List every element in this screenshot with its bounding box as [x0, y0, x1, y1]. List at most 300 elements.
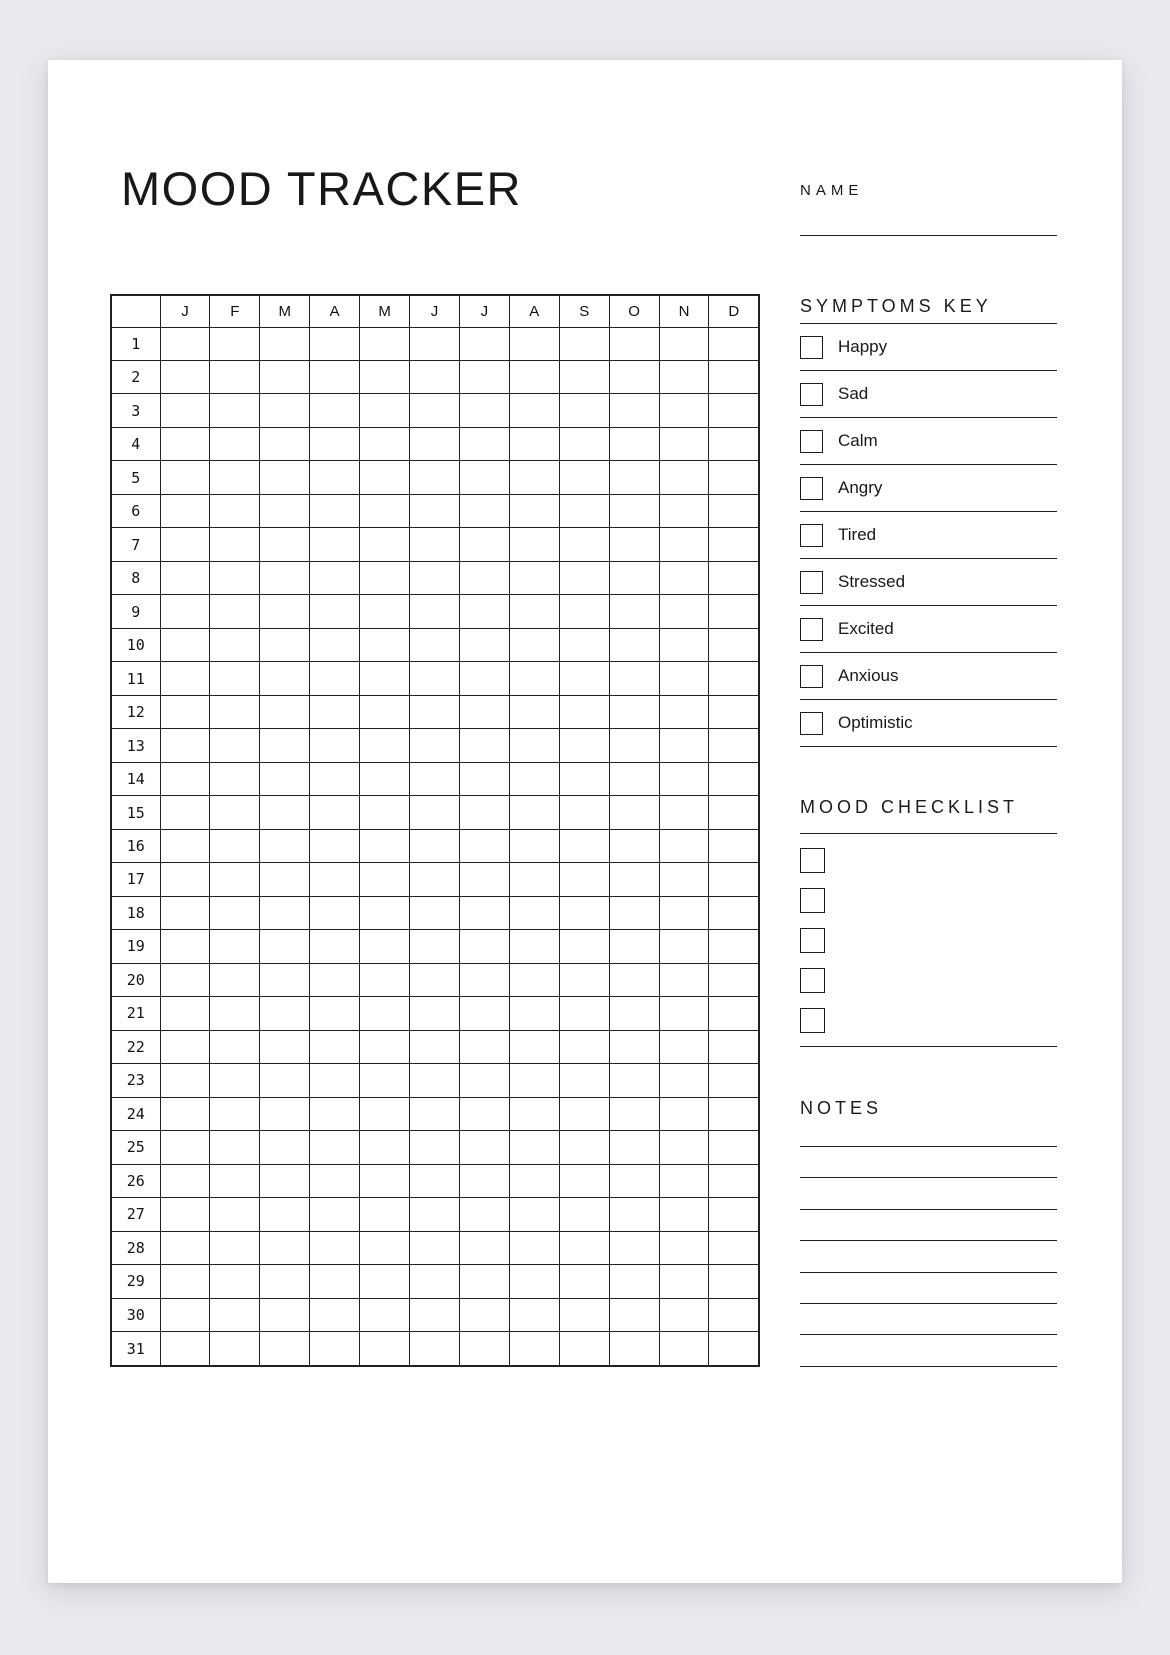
mood-cell[interactable]: [160, 1030, 210, 1063]
mood-cell[interactable]: [160, 1164, 210, 1197]
mood-cell[interactable]: [609, 595, 659, 628]
mood-cell[interactable]: [160, 997, 210, 1030]
mood-cell[interactable]: [410, 327, 460, 360]
mood-cell[interactable]: [459, 461, 509, 494]
mood-cell[interactable]: [160, 1332, 210, 1366]
mood-cell[interactable]: [260, 930, 310, 963]
mood-cell[interactable]: [260, 729, 310, 762]
mood-cell[interactable]: [609, 1265, 659, 1298]
mood-cell[interactable]: [559, 394, 609, 427]
mood-cell[interactable]: [509, 427, 559, 460]
mood-cell[interactable]: [609, 1231, 659, 1264]
mood-cell[interactable]: [709, 662, 759, 695]
mood-cell[interactable]: [509, 930, 559, 963]
mood-cell[interactable]: [360, 863, 410, 896]
mood-cell[interactable]: [410, 963, 460, 996]
mood-cell[interactable]: [260, 896, 310, 929]
mood-cell[interactable]: [410, 662, 460, 695]
mood-cell[interactable]: [410, 1064, 460, 1097]
mood-cell[interactable]: [459, 762, 509, 795]
mood-checkbox[interactable]: [800, 848, 825, 873]
mood-cell[interactable]: [210, 1131, 260, 1164]
mood-cell[interactable]: [559, 963, 609, 996]
mood-cell[interactable]: [360, 360, 410, 393]
mood-cell[interactable]: [360, 729, 410, 762]
mood-cell[interactable]: [559, 1198, 609, 1231]
mood-cell[interactable]: [260, 1164, 310, 1197]
mood-cell[interactable]: [210, 1097, 260, 1130]
mood-cell[interactable]: [459, 896, 509, 929]
mood-cell[interactable]: [659, 1265, 709, 1298]
mood-cell[interactable]: [459, 796, 509, 829]
notes-line[interactable]: [800, 1240, 1057, 1241]
mood-checkbox[interactable]: [800, 1008, 825, 1033]
notes-line[interactable]: [800, 1272, 1057, 1273]
mood-cell[interactable]: [559, 863, 609, 896]
mood-cell[interactable]: [310, 1332, 360, 1366]
mood-cell[interactable]: [709, 595, 759, 628]
mood-cell[interactable]: [360, 461, 410, 494]
mood-cell[interactable]: [360, 1332, 410, 1366]
mood-cell[interactable]: [509, 461, 559, 494]
mood-cell[interactable]: [509, 1097, 559, 1130]
mood-cell[interactable]: [310, 695, 360, 728]
mood-cell[interactable]: [410, 829, 460, 862]
mood-checkbox[interactable]: [800, 888, 825, 913]
mood-cell[interactable]: [410, 796, 460, 829]
mood-cell[interactable]: [659, 1131, 709, 1164]
mood-cell[interactable]: [310, 461, 360, 494]
mood-cell[interactable]: [160, 595, 210, 628]
mood-cell[interactable]: [310, 494, 360, 527]
mood-cell[interactable]: [659, 327, 709, 360]
mood-cell[interactable]: [559, 662, 609, 695]
mood-cell[interactable]: [410, 427, 460, 460]
mood-cell[interactable]: [410, 930, 460, 963]
mood-cell[interactable]: [210, 963, 260, 996]
mood-cell[interactable]: [260, 461, 310, 494]
mood-cell[interactable]: [559, 1131, 609, 1164]
mood-cell[interactable]: [559, 561, 609, 594]
mood-cell[interactable]: [210, 1231, 260, 1264]
mood-cell[interactable]: [509, 1265, 559, 1298]
mood-cell[interactable]: [410, 1265, 460, 1298]
mood-cell[interactable]: [709, 1265, 759, 1298]
mood-cell[interactable]: [310, 1064, 360, 1097]
mood-cell[interactable]: [210, 1332, 260, 1366]
checkbox-icon[interactable]: [800, 336, 823, 359]
mood-cell[interactable]: [360, 394, 410, 427]
mood-cell[interactable]: [310, 1231, 360, 1264]
mood-cell[interactable]: [360, 528, 410, 561]
mood-cell[interactable]: [160, 695, 210, 728]
mood-cell[interactable]: [360, 762, 410, 795]
mood-cell[interactable]: [260, 1097, 310, 1130]
mood-cell[interactable]: [260, 1198, 310, 1231]
mood-cell[interactable]: [659, 528, 709, 561]
mood-cell[interactable]: [459, 1164, 509, 1197]
mood-cell[interactable]: [509, 762, 559, 795]
mood-cell[interactable]: [509, 729, 559, 762]
mood-cell[interactable]: [410, 360, 460, 393]
mood-cell[interactable]: [509, 1298, 559, 1331]
mood-cell[interactable]: [310, 662, 360, 695]
checkbox-icon[interactable]: [800, 383, 823, 406]
mood-cell[interactable]: [459, 729, 509, 762]
mood-cell[interactable]: [310, 1298, 360, 1331]
mood-cell[interactable]: [609, 1131, 659, 1164]
mood-cell[interactable]: [160, 1097, 210, 1130]
mood-cell[interactable]: [659, 561, 709, 594]
mood-cell[interactable]: [509, 360, 559, 393]
mood-cell[interactable]: [210, 662, 260, 695]
mood-cell[interactable]: [659, 997, 709, 1030]
mood-cell[interactable]: [509, 1164, 559, 1197]
mood-cell[interactable]: [210, 729, 260, 762]
mood-cell[interactable]: [459, 1298, 509, 1331]
mood-cell[interactable]: [659, 1198, 709, 1231]
mood-cell[interactable]: [659, 829, 709, 862]
mood-cell[interactable]: [160, 461, 210, 494]
mood-cell[interactable]: [709, 963, 759, 996]
mood-cell[interactable]: [160, 561, 210, 594]
mood-cell[interactable]: [559, 997, 609, 1030]
mood-cell[interactable]: [160, 494, 210, 527]
mood-cell[interactable]: [310, 1164, 360, 1197]
mood-cell[interactable]: [709, 1231, 759, 1264]
mood-cell[interactable]: [260, 1064, 310, 1097]
mood-cell[interactable]: [609, 628, 659, 661]
mood-cell[interactable]: [659, 427, 709, 460]
mood-cell[interactable]: [659, 695, 709, 728]
mood-cell[interactable]: [659, 930, 709, 963]
mood-cell[interactable]: [609, 930, 659, 963]
mood-cell[interactable]: [559, 427, 609, 460]
mood-cell[interactable]: [410, 1198, 460, 1231]
mood-cell[interactable]: [709, 930, 759, 963]
notes-line[interactable]: [800, 1177, 1057, 1178]
mood-cell[interactable]: [260, 997, 310, 1030]
mood-cell[interactable]: [260, 1265, 310, 1298]
mood-cell[interactable]: [260, 595, 310, 628]
mood-cell[interactable]: [709, 896, 759, 929]
mood-cell[interactable]: [509, 963, 559, 996]
mood-cell[interactable]: [459, 1097, 509, 1130]
mood-cell[interactable]: [410, 997, 460, 1030]
mood-cell[interactable]: [210, 829, 260, 862]
mood-cell[interactable]: [160, 1231, 210, 1264]
mood-cell[interactable]: [210, 1298, 260, 1331]
mood-cell[interactable]: [559, 729, 609, 762]
mood-cell[interactable]: [659, 762, 709, 795]
mood-cell[interactable]: [260, 1298, 310, 1331]
mood-cell[interactable]: [509, 394, 559, 427]
mood-cell[interactable]: [659, 729, 709, 762]
mood-cell[interactable]: [609, 327, 659, 360]
mood-cell[interactable]: [509, 1030, 559, 1063]
mood-cell[interactable]: [260, 360, 310, 393]
mood-cell[interactable]: [609, 829, 659, 862]
mood-cell[interactable]: [260, 1231, 310, 1264]
mood-cell[interactable]: [459, 528, 509, 561]
mood-cell[interactable]: [559, 896, 609, 929]
mood-cell[interactable]: [360, 628, 410, 661]
mood-cell[interactable]: [559, 360, 609, 393]
mood-cell[interactable]: [459, 327, 509, 360]
mood-cell[interactable]: [410, 863, 460, 896]
mood-cell[interactable]: [659, 595, 709, 628]
mood-cell[interactable]: [310, 327, 360, 360]
mood-cell[interactable]: [360, 1231, 410, 1264]
mood-cell[interactable]: [509, 327, 559, 360]
mood-cell[interactable]: [709, 997, 759, 1030]
mood-cell[interactable]: [709, 360, 759, 393]
mood-cell[interactable]: [559, 1097, 609, 1130]
mood-cell[interactable]: [410, 762, 460, 795]
mood-cell[interactable]: [210, 762, 260, 795]
mood-cell[interactable]: [210, 461, 260, 494]
mood-cell[interactable]: [360, 561, 410, 594]
mood-cell[interactable]: [160, 628, 210, 661]
mood-cell[interactable]: [360, 1131, 410, 1164]
mood-cell[interactable]: [410, 1164, 460, 1197]
mood-cell[interactable]: [709, 829, 759, 862]
mood-cell[interactable]: [160, 1131, 210, 1164]
mood-cell[interactable]: [210, 628, 260, 661]
mood-cell[interactable]: [459, 427, 509, 460]
mood-cell[interactable]: [360, 963, 410, 996]
mood-cell[interactable]: [160, 930, 210, 963]
mood-cell[interactable]: [210, 394, 260, 427]
mood-cell[interactable]: [459, 1131, 509, 1164]
mood-cell[interactable]: [210, 327, 260, 360]
mood-cell[interactable]: [459, 595, 509, 628]
mood-cell[interactable]: [410, 1030, 460, 1063]
mood-cell[interactable]: [210, 561, 260, 594]
mood-cell[interactable]: [459, 1064, 509, 1097]
notes-line[interactable]: [800, 1303, 1057, 1304]
mood-cell[interactable]: [709, 695, 759, 728]
mood-cell[interactable]: [709, 729, 759, 762]
mood-cell[interactable]: [709, 427, 759, 460]
mood-cell[interactable]: [410, 1231, 460, 1264]
checkbox-icon[interactable]: [800, 524, 823, 547]
mood-cell[interactable]: [659, 1030, 709, 1063]
mood-cell[interactable]: [609, 729, 659, 762]
mood-cell[interactable]: [709, 1097, 759, 1130]
mood-cell[interactable]: [559, 1265, 609, 1298]
mood-cell[interactable]: [459, 1030, 509, 1063]
mood-cell[interactable]: [310, 762, 360, 795]
mood-cell[interactable]: [659, 1064, 709, 1097]
mood-cell[interactable]: [160, 1265, 210, 1298]
mood-cell[interactable]: [310, 796, 360, 829]
mood-cell[interactable]: [509, 1131, 559, 1164]
mood-cell[interactable]: [559, 494, 609, 527]
mood-cell[interactable]: [659, 1097, 709, 1130]
notes-line[interactable]: [800, 1334, 1057, 1335]
mood-cell[interactable]: [609, 461, 659, 494]
notes-line[interactable]: [800, 1366, 1057, 1367]
mood-cell[interactable]: [509, 695, 559, 728]
mood-cell[interactable]: [360, 1030, 410, 1063]
mood-cell[interactable]: [160, 360, 210, 393]
mood-cell[interactable]: [360, 1164, 410, 1197]
mood-cell[interactable]: [609, 863, 659, 896]
mood-cell[interactable]: [210, 695, 260, 728]
mood-cell[interactable]: [210, 796, 260, 829]
mood-cell[interactable]: [659, 1332, 709, 1366]
mood-cell[interactable]: [509, 1231, 559, 1264]
mood-cell[interactable]: [360, 1265, 410, 1298]
mood-cell[interactable]: [609, 896, 659, 929]
mood-cell[interactable]: [410, 494, 460, 527]
mood-cell[interactable]: [459, 997, 509, 1030]
mood-cell[interactable]: [659, 1164, 709, 1197]
mood-cell[interactable]: [659, 461, 709, 494]
mood-cell[interactable]: [360, 327, 410, 360]
mood-cell[interactable]: [509, 829, 559, 862]
mood-cell[interactable]: [260, 1332, 310, 1366]
mood-cell[interactable]: [210, 528, 260, 561]
mood-cell[interactable]: [260, 1131, 310, 1164]
mood-cell[interactable]: [160, 427, 210, 460]
checkbox-icon[interactable]: [800, 665, 823, 688]
mood-cell[interactable]: [160, 1064, 210, 1097]
mood-cell[interactable]: [559, 1298, 609, 1331]
mood-cell[interactable]: [360, 1198, 410, 1231]
mood-cell[interactable]: [160, 762, 210, 795]
mood-cell[interactable]: [160, 1198, 210, 1231]
mood-cell[interactable]: [310, 1265, 360, 1298]
mood-cell[interactable]: [310, 394, 360, 427]
mood-cell[interactable]: [360, 595, 410, 628]
mood-cell[interactable]: [509, 561, 559, 594]
mood-cell[interactable]: [310, 561, 360, 594]
mood-cell[interactable]: [459, 628, 509, 661]
mood-cell[interactable]: [210, 427, 260, 460]
mood-cell[interactable]: [709, 1131, 759, 1164]
mood-cell[interactable]: [609, 1198, 659, 1231]
mood-cell[interactable]: [410, 394, 460, 427]
mood-cell[interactable]: [559, 930, 609, 963]
mood-cell[interactable]: [459, 695, 509, 728]
mood-cell[interactable]: [559, 528, 609, 561]
mood-cell[interactable]: [659, 896, 709, 929]
mood-cell[interactable]: [459, 930, 509, 963]
mood-cell[interactable]: [459, 1265, 509, 1298]
mood-cell[interactable]: [260, 762, 310, 795]
mood-cell[interactable]: [310, 997, 360, 1030]
mood-cell[interactable]: [709, 1332, 759, 1366]
mood-cell[interactable]: [360, 494, 410, 527]
mood-cell[interactable]: [360, 997, 410, 1030]
mood-cell[interactable]: [310, 930, 360, 963]
mood-cell[interactable]: [559, 796, 609, 829]
mood-cell[interactable]: [310, 1030, 360, 1063]
mood-cell[interactable]: [360, 1298, 410, 1331]
notes-line[interactable]: [800, 1209, 1057, 1210]
mood-cell[interactable]: [160, 729, 210, 762]
mood-cell[interactable]: [160, 896, 210, 929]
mood-cell[interactable]: [709, 796, 759, 829]
mood-cell[interactable]: [509, 796, 559, 829]
mood-cell[interactable]: [310, 1198, 360, 1231]
mood-cell[interactable]: [210, 1064, 260, 1097]
mood-cell[interactable]: [410, 1097, 460, 1130]
mood-cell[interactable]: [360, 829, 410, 862]
mood-cell[interactable]: [310, 829, 360, 862]
checkbox-icon[interactable]: [800, 618, 823, 641]
mood-cell[interactable]: [609, 762, 659, 795]
mood-cell[interactable]: [559, 829, 609, 862]
mood-cell[interactable]: [459, 360, 509, 393]
mood-cell[interactable]: [410, 1332, 460, 1366]
mood-checkbox[interactable]: [800, 928, 825, 953]
mood-cell[interactable]: [509, 997, 559, 1030]
mood-cell[interactable]: [609, 561, 659, 594]
mood-cell[interactable]: [260, 327, 310, 360]
mood-cell[interactable]: [210, 360, 260, 393]
mood-cell[interactable]: [410, 1298, 460, 1331]
mood-cell[interactable]: [709, 863, 759, 896]
mood-cell[interactable]: [509, 528, 559, 561]
mood-cell[interactable]: [509, 662, 559, 695]
mood-cell[interactable]: [410, 1131, 460, 1164]
mood-cell[interactable]: [609, 394, 659, 427]
mood-cell[interactable]: [160, 662, 210, 695]
mood-cell[interactable]: [410, 528, 460, 561]
notes-line[interactable]: [800, 1146, 1057, 1147]
mood-checkbox[interactable]: [800, 968, 825, 993]
mood-cell[interactable]: [709, 1164, 759, 1197]
mood-cell[interactable]: [559, 695, 609, 728]
mood-cell[interactable]: [360, 695, 410, 728]
mood-cell[interactable]: [260, 394, 310, 427]
mood-cell[interactable]: [260, 528, 310, 561]
mood-cell[interactable]: [559, 1231, 609, 1264]
mood-cell[interactable]: [609, 997, 659, 1030]
mood-cell[interactable]: [360, 1064, 410, 1097]
mood-cell[interactable]: [659, 863, 709, 896]
mood-cell[interactable]: [659, 394, 709, 427]
mood-cell[interactable]: [609, 963, 659, 996]
mood-cell[interactable]: [260, 1030, 310, 1063]
mood-cell[interactable]: [360, 662, 410, 695]
mood-cell[interactable]: [659, 628, 709, 661]
mood-cell[interactable]: [509, 595, 559, 628]
mood-cell[interactable]: [260, 829, 310, 862]
mood-cell[interactable]: [459, 1332, 509, 1366]
mood-cell[interactable]: [659, 494, 709, 527]
mood-cell[interactable]: [410, 695, 460, 728]
mood-cell[interactable]: [709, 561, 759, 594]
mood-cell[interactable]: [160, 394, 210, 427]
mood-cell[interactable]: [310, 963, 360, 996]
mood-cell[interactable]: [360, 896, 410, 929]
mood-cell[interactable]: [559, 595, 609, 628]
mood-cell[interactable]: [260, 662, 310, 695]
mood-cell[interactable]: [459, 863, 509, 896]
mood-cell[interactable]: [609, 360, 659, 393]
mood-cell[interactable]: [559, 461, 609, 494]
mood-cell[interactable]: [509, 1064, 559, 1097]
mood-cell[interactable]: [659, 360, 709, 393]
mood-cell[interactable]: [709, 327, 759, 360]
checkbox-icon[interactable]: [800, 477, 823, 500]
mood-cell[interactable]: [609, 1298, 659, 1331]
mood-cell[interactable]: [410, 561, 460, 594]
